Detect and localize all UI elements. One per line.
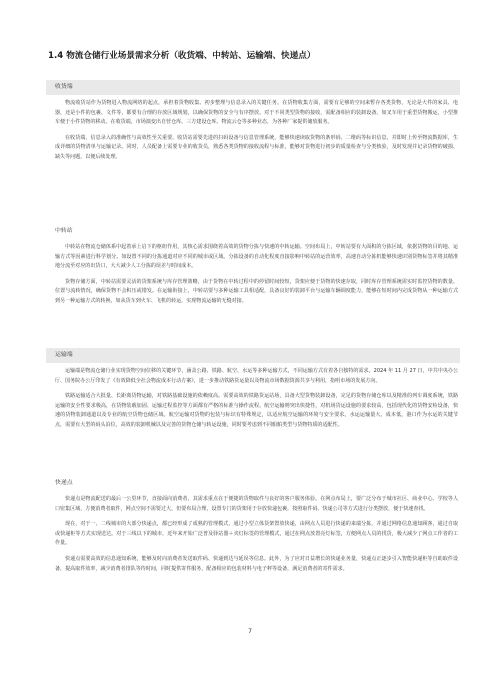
section-receiving bbox=[46, 80, 460, 163]
paragraph: 快递点是物流配送的最后一公里环节，直接面向消费者，其需求重点在于便捷的货物取件与良好的客户服务体验。在网点布局上，要广泛分布于城市社区、商业中心、学校等人口密集区域，方便消费者取件，网点空间不需要过大，但要布局合理，设置专门的货架用于存放快递包裹，按照取件码、快递公司等方式进行分类摆放，便于快速查找。 bbox=[55, 496, 458, 512]
section-heading: 快递点 bbox=[55, 480, 73, 486]
section-transfer bbox=[46, 224, 460, 307]
page-number: 7 bbox=[248, 628, 252, 635]
section-transport bbox=[46, 348, 460, 431]
section-heading: 运输端 bbox=[46, 348, 460, 363]
section-heading: 收货端 bbox=[46, 80, 460, 95]
paragraph: 中转站在物流仓储体系中起着承上启下的枢纽作用，其核心需求围绕着高效的货物分拣与快速的中转运输。空间布局上，中转站要有大面积的分拣区域，依据货物的目的地、运输方式等因素进行科学划分。如设置不同的分拣通道对应不同的城市或区域。分拣设备的自动化程度直接影响中转站的运营效率，高速自动分拣机能够快速识别货物标签并将其精准地分流至对应的出货口，大大减少人工分拣的误差与时间成本。 bbox=[55, 244, 458, 270]
section-express-point bbox=[46, 476, 460, 574]
paragraph: 铁路运输适合大批量、长距离货物运输，对铁路基础设施的依赖度高。需要高效的铁路货运站场，具备大型货物装卸设备，完足的货物存储仓库以及精准的列车调度系统，铁路运输的安全性要求极高，在货物装载加固、运输过程监控等方面都有严格的标准与操作流程。航空运输则突出快捷性，对机场货运设施的要求较高，包括现代化的货物安检设备，快速的货物装卸通道以及专业的航空货物仓储区域。航空运输对货物的包装与标识有特殊规定，以适应航空运输的环境与安全要求。水运运输量大、成本低，港口作为水运的关键节点，需要有大型的码头泊位，高效的装卸机械以及完善的货物仓储与转运设施，同时要考虑到不同船舶类型与货物特质的适配性。 bbox=[55, 393, 458, 428]
section-title: 1.4 物流仓储行业场景需求分析（收货端、中转站、运输端、快递点） bbox=[48, 51, 316, 61]
paragraph: 现在，对于一、二线城市的大部分快递点，都已经形成了成熟的管理模式，通过小型立体货架置放快递，由网点人员进行快递的来端分拣，并通过网络信息通知顾客，通过自取或快递柜等方式实现送达。对于三线以下的城市，近年来开始广泛普及驿站器＋夹灯标签的管理模式，通过在网点放置亮灯标签，方便网点人员的找货，极大减少了网点工作者的工作量。 bbox=[55, 521, 458, 547]
section-heading: 中转站 bbox=[55, 228, 73, 234]
paragraph: 运输端是物流仓储行业实现货物空间位移的关键环节，涵盖公路、铁路、航空、水运等多种运输方式，不同运输方式有着各自独特的需求。2024 年 11 月 27 日，中共中央办公厅、国务院办公厅印发了《有效降低全社会物流成本行动方案》，进一步推动铁路货运量以及物流市场数据资源共享与利用，指明市场的发展方向。 bbox=[55, 368, 458, 384]
paragraph: 快递点需要高效的信息通知系统，能够及时向消费者发送取件码、快递到达与延误等信息。此外，为了应对日益增长的快递业务量，快递点正逐步引入智能快递柜等自助取件设备，提高取件效率，减少消费者排队等待时间，同时提供寄件服务，配备相应的包装材料与电子秤等设备，满足消费者的寄件需求。 bbox=[55, 555, 458, 572]
paragraph: 在收货端，信息录入的准确性与高效性至关重要。收货站需要先进的扫码设备与信息管理系统，能够快速读取货物的条形码、二维码等标识信息，并即时上传至物流数据库，生成详细的货物清单与运输记录。同时，人员配备上需要专业的收货员，熟悉各类货物的接收流程与标准，能够对货物进行初步的质量检查与分类核验，及时发现并记录货物的破损、缺失等问题，以便后续处理。 bbox=[55, 134, 458, 160]
paragraph: 货物存储方面，中转站需要灵活的货架系统与库存管理策略，由于货物在中转过程中的停留时间较短，货架应便于货物的快速存取，同时库存管理系统需实时监控货物的数量、位置与流转情况，确保货物不会积压或错发。在运输衔接上，中转站要与多种运输工具相适配，具备良好的装卸平台与运输车辆调度能力，能够在短时间内完成货物从一种运输方式到另一种运输方式的转换，如从货车到火车、飞机的转运，实现物流运输的无缝对接。 bbox=[55, 278, 458, 304]
paragraph: 物流收货站作为货物进入物流网络的起点，承担着货物收集、初步整理与信息录入的关键任务。在货物收集方面，需要有足够的空间来暂存各类货物，无论是大件的家具、电器，还是小件的包裹、文件等，都要有合理的存放区域规划，以确保货物的安全与有序摆放。对于不同类型货物的接收，需配备相应的装卸设备，如叉车用于重型货物搬运，小型推车便于小件货物的移动。在收货端，市场演变出自营仓库、三方建设仓库。物流云仓等多种业态，为各种厂家提供储放服务。 bbox=[55, 100, 458, 126]
